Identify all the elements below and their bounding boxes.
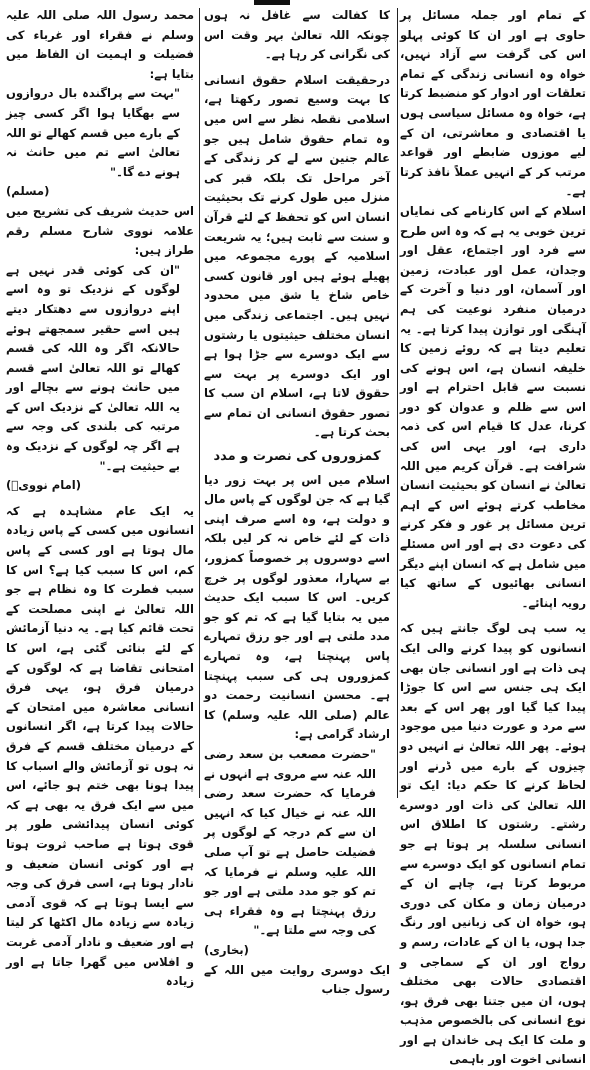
middle-column [204,6,390,997]
quote-reference: (امام نوویؒ) [6,478,82,493]
paragraph: اس حدیث شریف کی تشریح میں علامہ نووی شارح مسلم رقم طراز ہیں: [6,203,194,258]
paragraph: اسلام میں اس پر بہت زور دیا گیا ہے کہ جن لوگوں کے پاس مال و دولت ہے، وہ اسے صرف اپنی ذات کے لئے خاص نہ کر لیں بلکہ اسے دوسروں پر خصوصاً کمزور، بے سہارا، معذور لوگوں پر خرچ کریں۔ اس کا سبب ایک حدیث میں یہ بتایا گیا ہے کہ تم کو جو مدد ملتی ہے اور جو رزق تمہارے پاس پہنچتا ہے، وہ تمہارے کمزوروں ہی کی سبب پہنچتا ہے۔ محسن انسانیت رحمت دو عالم (صلی اللہ علیہ وسلم) کا ارشاد گرامی ہے: [204,472,390,742]
paragraph: کا کفالت سے غافل نہ ہوں چونکہ اللہ تعالیٰ بہر وقت اس کی نگرانی کر رہا ہے۔ [204,8,390,62]
paragraph: محمد رسول اللہ صلی اللہ علیہ وسلم نے فقراء اور غرباء کی فضیلت و اہمیت ان الفاظ میں بتایا ہے: [6,8,194,81]
column-divider-left [199,8,200,798]
paragraph: یہ ایک عام مشاہدہ ہے کہ انسانوں میں کسی کے پاس زیادہ مال ہوتا ہے اور کسی کے پاس کم، اس کا سبب کیا ہے؟ اس کا سبب فطرت کا وہ نظام ہے جو اللہ تعالیٰ نے اپنی مصلحت کے تحت قائم کیا ہے۔ یہ دنیا آزمائش کے لئے بنائی گئی ہے، اس کا امتحانی تقاضا ہے کہ لوگوں کے درمیان فرق ہو، یہی فرق انسانی معاشرہ میں امتحان کے حالات پیدا کرتا ہے، اگر انسانوں کے درمیان مختلف قسم کے فرق نہ ہوں تو آزمائش والے اسباب کا پیدا ہونا بھی ختم ہو جائے، اس میں سے ایک فرق یہ بھی ہے کہ کوئی انسان پیدائشی طور پر قوی ہوتا ہے صاحب ثروت ہوتا ہے اور کوئی انسان ضعیف و نادار ہوتا ہے، اسی فرق کی وجہ سے ایسا ہوتا ہے کہ قوی آدمی زیادہ سے زیادہ مال اکٹھا کر لیتا ہے اور ضعیف و نادار آدمی غربت و افلاس میں گھرا جاتا ہے اور زیادہ [6,503,194,989]
column-divider-right [397,8,398,798]
hadith-quote: "حضرت مصعب بن سعد رضی اللہ عنہ سے مروی ہے انہوں نے فرمایا کہ حضرت سعد رضی اللہ عنہ نے خیال کیا کہ انہیں ان سے کم درجہ کے لوگوں پر فضیلت حاصل ہے تو آپ صلی اللہ علیہ وسلم نے فرمایا کہ تم کو جو مدد ملتی ہے اور جو رزق پہنچتا ہے وہ فقراء ہی کی وجہ سے ملتا ہے۔" [204,746,376,938]
paragraph: ایک دوسری روایت میں اللہ کے رسول جناب [204,962,390,997]
left-column [6,6,194,989]
page-top-mark [254,0,290,5]
quote-reference: (بخاری) [204,942,249,957]
section-heading: کمزوروں کی نصرت و مدد [213,449,381,465]
paragraph: یہ سب ہی لوگ جانتے ہیں کہ انسانوں کو پیدا کرنے والی ایک ہی ذات ہے اور انسانی جان بھی ایک ہی جنس سے اس کا جوڑا پیدا کیا گیا اور پھر اس کے بعد سے مرد و عورت دنیا میں موجود ہوئے۔ پھر اللہ تعالیٰ نے انہیں دو چیزوں کے بارے میں ڈرنے اور لحاظ کرنے کا حکم دیا: ایک تو اللہ تعالیٰ کی ذات اور دوسرے رشتے۔ رشتوں کا اطلاق اس انسانی سلسلہ پر ہوتا ہے جو تمام انسانوں کو ایک دوسرے سے مربوط کرتا ہے، چاہے ان کے درمیان زمان و مکان کی دوری ہو، خواہ ان کی زبانیں اور رنگ جدا ہوں، یا ان کے عادات، رسم و رواج اور ان کے سماجی و اقتصادی حالات بھی مختلف ہوں، ان میں جتنا بھی فرق ہو، نوع انسانی کی بالخصوص مذہب و ملت کا ایک ہی خاندان ہے اور انسانی اخوت اور باہمی [400,621,586,1067]
right-column [400,6,586,1067]
paragraph: کے تمام اور جملہ مسائل پر حاوی ہے اور ان کا کوئی پہلو اس کی گرفت سے آزاد نہیں، خواہ وہ انسانی زندگی کے تمام تعلقات اور ادوار کو منضبط کرتا ہے، خواہ وہ مسائل سیاسی ہوں یا اقتصادی و معاشرتی، ان کے لیے موزوں ضابطے اور قواعد مرتب کر کے انہیں عملاً نافذ کرتا ہے۔ [400,8,586,199]
commentary-quote: "ان کی کوئی قدر نہیں ہے لوگوں کے نزدیک تو وہ اسے اپنے دروازوں سے دھتکار دیتے ہیں اسے حقیر سمجھتے ہوئے حالانکہ اگر وہ اللہ کی قسم کھالے تو اللہ تعالیٰ اسے قسم میں حانث ہونے سے بچالے اور یہ اللہ تعالیٰ کے نزدیک اس کے مرتبہ کی بلندی کی وجہ سے ہے اگر چہ لوگوں کے نزدیک وہ بے حیثیت ہے۔" [6,262,180,473]
hadith-quote: "بہت سے پراگندہ بال دروازوں سے بھگایا ہوا اگر کسی چیز کے بارے میں قسم کھالے تو اللہ تعالیٰ اسے تم میں حانث نہ ہونے دے گا۔" [6,86,180,179]
paragraph: درحقیقت اسلام حقوق انسانی کا بہت وسیع تصور رکھتا ہے، اسلامی نقطہ نظر سے اس میں وہ تمام حقوق شامل ہیں جو عالم جنین سے لے کر زندگی کے آخر مراحل تک بلکہ قبر کی منزل میں طول کرنے تک بحیثیت انسان اس کو تحفظ کے لئے قرآن و سنت سے ثابت ہیں؛ یہ شریعت اسلامیہ کے پورے مجموعہ میں پھیلے ہوئے ہیں اور قانون کسی خاص شاخ یا شق میں محدود نہیں ہیں۔ اجتماعی زندگی میں انسان مختلف حیثیتوں یا رشتوں سے ایک دوسرے سے جڑا ہوا ہے اور ایک دوسرے پر بہت سے حقوق لاتا ہے، اسلام ان سب کا تصور حقوق انسانی ان تمام سے بحث کرتا ہے۔ [204,72,390,440]
quote-reference: (مسلم) [6,184,50,199]
paragraph: اسلام کے اس کارنامے کی نمایاں ترین خوبی یہ ہے کہ وہ اس طرح سے فرد اور اجتماع، عقل اور وجدان، عمل اور عبادت، زمین اور آسمان، اور دنیا و آخرت کے درمیان منفرد نوعیت کی ہم آہنگی اور توازن پیدا کرتا ہے۔ یہ تعلیم دیتا ہے کہ روئے زمین کا خلیفہ انسان ہے، اس ہونے کی نسبت سے قابل احترام ہے اور اس سے ظلم و عدوان کو دور کرنا، عدل کا قیام اس کی ذمہ داری ہے، اور یہی اس کی شرافت ہے۔ قرآن کریم میں اللہ تعالیٰ نے انسان کو بحیثیت انسان مخاطب کرتے ہوئے اس کے اہم ترین مسائل پر غور و فکر کرنے کی دعوت دی ہے اور اس مسئلے میں شامل ہے کہ انسان اپنے دیگر انسانی بھائیوں کے ساتھ کیا رویہ اپنائے۔ [400,203,586,610]
